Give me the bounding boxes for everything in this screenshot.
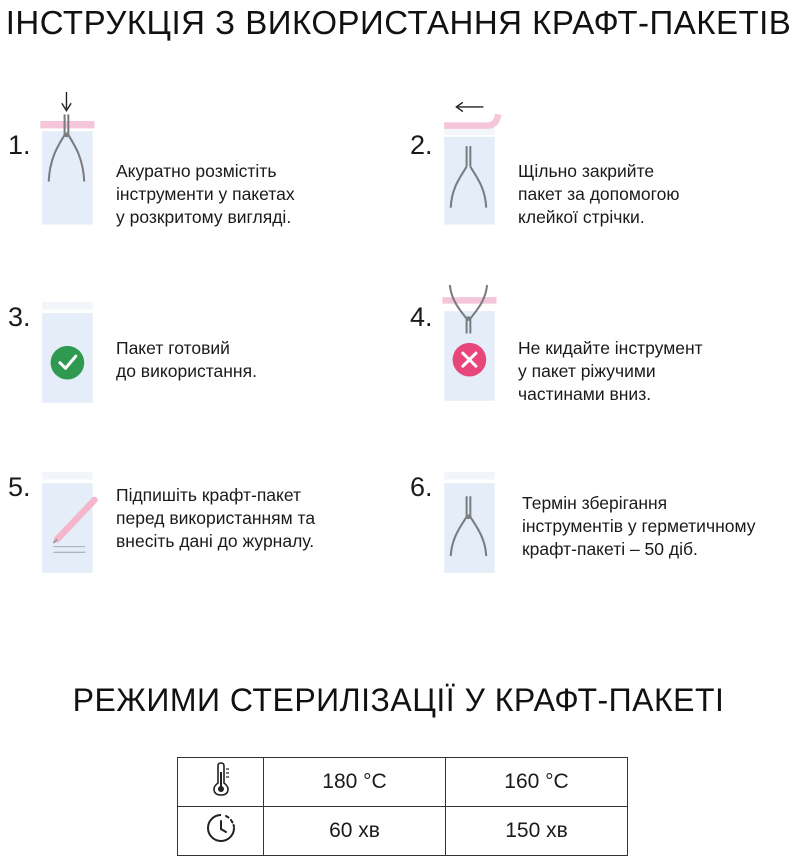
step-number: 3.: [8, 302, 31, 332]
step-6: [410, 472, 797, 612]
step-text: Пакет готовий до використання.: [116, 338, 257, 381]
sign-bag-icon: [38, 472, 108, 612]
step-number: 5.: [8, 472, 31, 502]
table-row: [178, 807, 628, 856]
step-number: 2.: [410, 130, 433, 160]
step-text: Підпишіть крафт-пакет перед використанням та внесіть дані до журналу.: [116, 485, 316, 551]
step-number: 1.: [8, 130, 31, 160]
step-number: 4.: [410, 302, 433, 332]
sterilization-table: [177, 757, 628, 856]
time-value: 60 хв: [264, 807, 446, 856]
bag-with-tool-icon: [38, 92, 108, 232]
table-row: [178, 758, 628, 807]
bag-sealing-icon: [440, 92, 510, 232]
sterilization-title: РЕЖИМИ СТЕРИЛІЗАЦІЇ У КРАФТ-ПАКЕТІ: [72, 682, 725, 718]
clock-cell: [178, 807, 264, 856]
thermometer-cell: [178, 758, 264, 807]
temperature-value: 180 °C: [264, 758, 446, 807]
time-value: 150 хв: [446, 807, 628, 856]
step-2: [410, 92, 797, 232]
check-icon: [51, 346, 85, 380]
step-text: Акуратно розмістіть інструменти у пакетах у розкритому вигляді.: [116, 161, 295, 227]
step-3: [8, 302, 398, 442]
sealed-bag-icon: [440, 472, 510, 612]
step-5: [8, 472, 398, 612]
clock-icon: [205, 812, 237, 844]
thermometer-icon: [210, 762, 232, 796]
step-text: Не кидайте інструмент у пакет ріжучими частинами вниз.: [518, 338, 703, 404]
page-title: ІНСТРУКЦІЯ З ВИКОРИСТАННЯ КРАФТ-ПАКЕТІВ: [5, 4, 792, 41]
step-number: 6.: [410, 472, 433, 502]
step-4: [410, 285, 797, 425]
step-text: Щільно закрийте пакет за допомогою клейкої стрічки.: [518, 161, 680, 227]
wrong-placement-icon: [440, 285, 510, 425]
temperature-value: 160 °C: [446, 758, 628, 807]
step-text: Термін зберігання інструментів у герметичному крафт-пакеті – 50 діб.: [522, 493, 756, 559]
ready-bag-icon: [38, 302, 108, 442]
step-1: [8, 92, 398, 232]
